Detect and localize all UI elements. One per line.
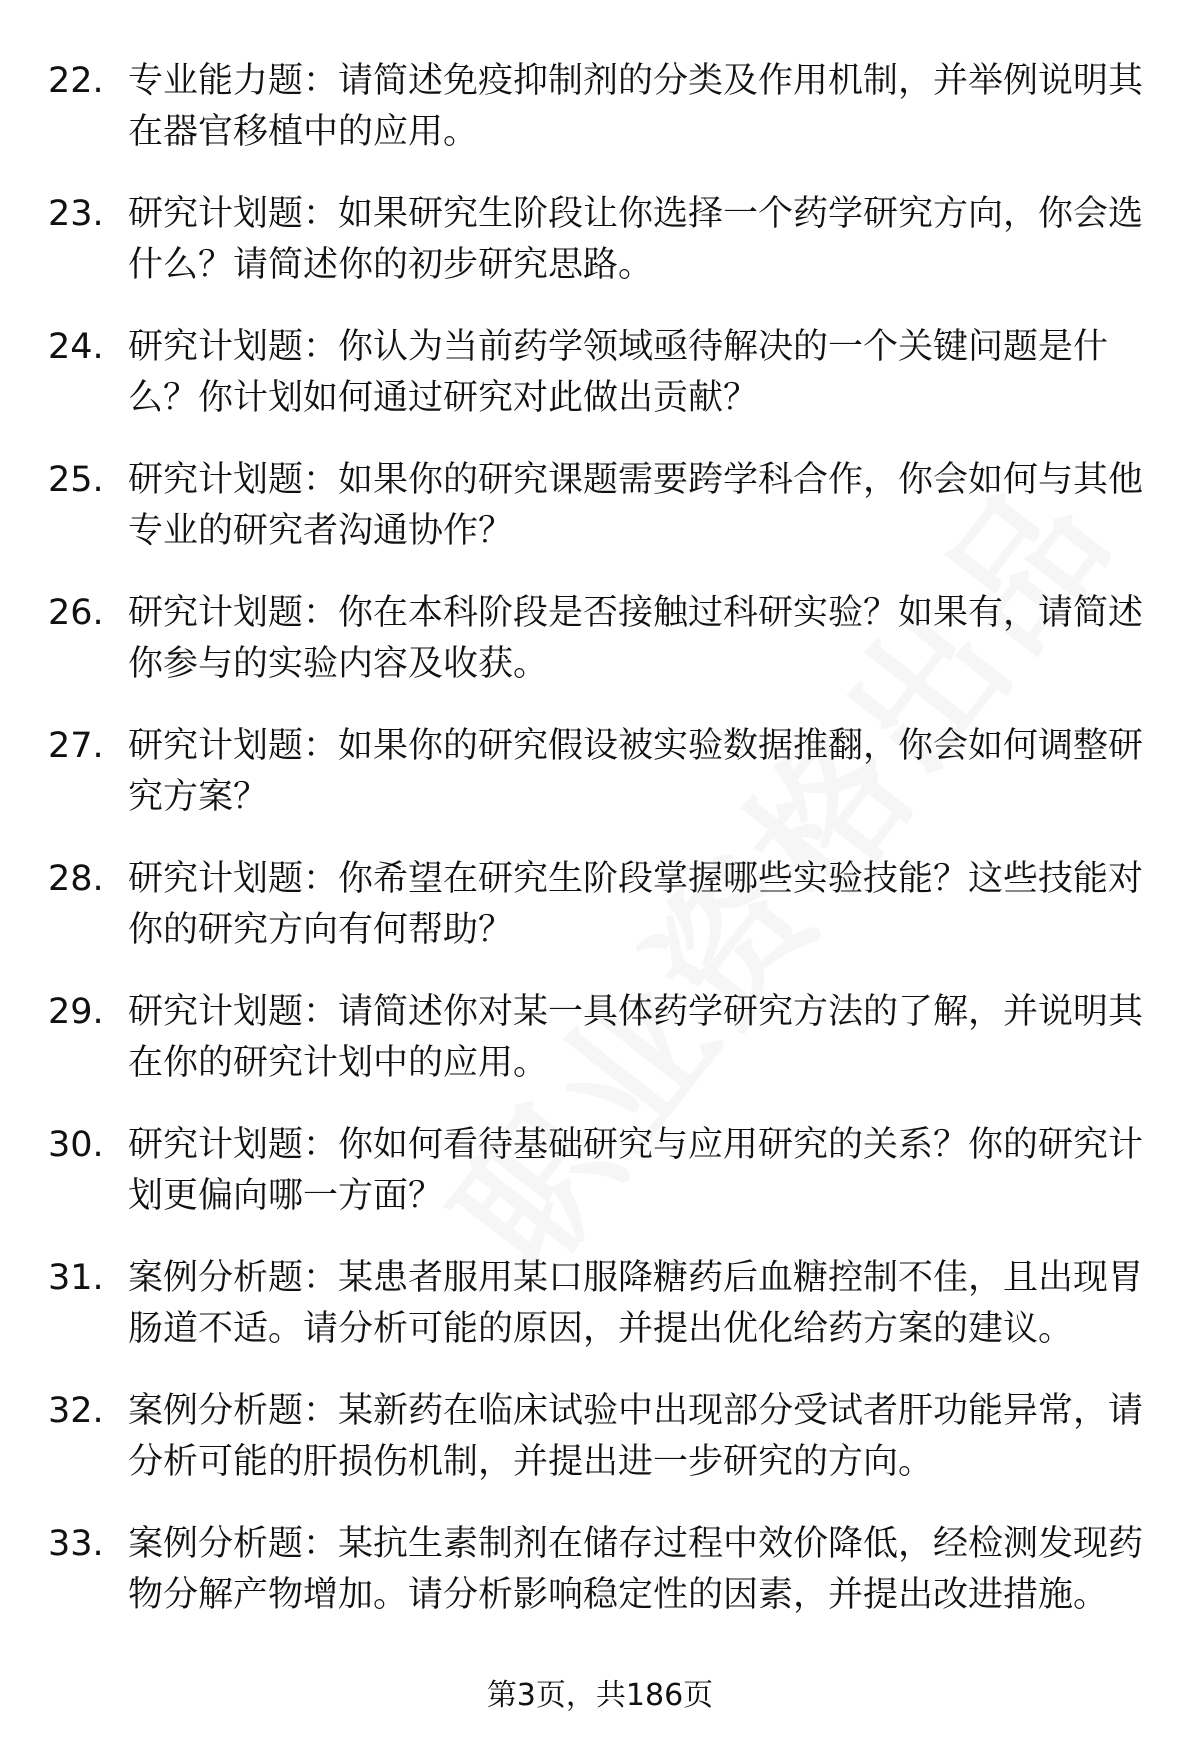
question-item	[48, 987, 1158, 1089]
question-item	[48, 1519, 1158, 1621]
question-text: 研究计划题：如果研究生阶段让你选择一个药学研究方向，你会选什么？请简述你的初步研究思路。	[128, 194, 1144, 285]
question-text: 研究计划题：你如何看待基础研究与应用研究的关系？你的研究计划更偏向哪一方面？	[128, 1125, 1144, 1216]
question-text: 案例分析题：某患者服用某口服降糖药后血糖控制不佳，且出现胃肠道不适。请分析可能的原因，并提出优化给药方案的建议。	[128, 1258, 1144, 1349]
question-item	[48, 322, 1158, 424]
question-text: 研究计划题：你在本科阶段是否接触过科研实验？如果有，请简述你参与的实验内容及收获。	[128, 593, 1144, 684]
question-item	[48, 1120, 1158, 1222]
question-number: 33.	[48, 1524, 104, 1564]
question-list	[48, 56, 1158, 1621]
question-number: 22.	[48, 61, 104, 101]
question-text: 研究计划题：如果你的研究课题需要跨学科合作，你会如何与其他专业的研究者沟通协作？	[128, 460, 1144, 551]
question-number: 23.	[48, 194, 104, 234]
question-text: 案例分析题：某新药在临床试验中出现部分受试者肝功能异常，请分析可能的肝损伤机制，并提出进一步研究的方向。	[128, 1391, 1144, 1482]
question-number: 29.	[48, 992, 104, 1032]
question-number: 25.	[48, 460, 104, 500]
question-number: 27.	[48, 726, 104, 766]
question-text: 案例分析题：某抗生素制剂在储存过程中效价降低，经检测发现药物分解产物增加。请分析影响稳定性的因素，并提出改进措施。	[128, 1524, 1144, 1615]
question-number: 24.	[48, 327, 104, 367]
question-text: 专业能力题：请简述免疫抑制剂的分类及作用机制，并举例说明其在器官移植中的应用。	[128, 61, 1144, 152]
question-text: 研究计划题：请简述你对某一具体药学研究方法的了解，并说明其在你的研究计划中的应用。	[128, 992, 1144, 1083]
question-number: 28.	[48, 859, 104, 899]
question-item	[48, 854, 1158, 956]
question-number: 31.	[48, 1258, 104, 1298]
question-number: 32.	[48, 1391, 104, 1431]
question-item	[48, 721, 1158, 823]
question-item	[48, 1386, 1158, 1488]
question-item	[48, 56, 1158, 158]
question-item	[48, 1253, 1158, 1355]
question-number: 26.	[48, 593, 104, 633]
question-text: 研究计划题：你希望在研究生阶段掌握哪些实验技能？这些技能对你的研究方向有何帮助？	[128, 859, 1144, 950]
question-item	[48, 455, 1158, 557]
question-text: 研究计划题：如果你的研究假设被实验数据推翻，你会如何调整研究方案？	[128, 726, 1144, 817]
question-text: 研究计划题：你认为当前药学领域亟待解决的一个关键问题是什么？你计划如何通过研究对此做出贡献？	[128, 327, 1109, 418]
question-item	[48, 588, 1158, 690]
question-number: 30.	[48, 1125, 104, 1165]
page-number-footer: 第3页，共186页	[486, 1678, 714, 1713]
question-item	[48, 189, 1158, 291]
